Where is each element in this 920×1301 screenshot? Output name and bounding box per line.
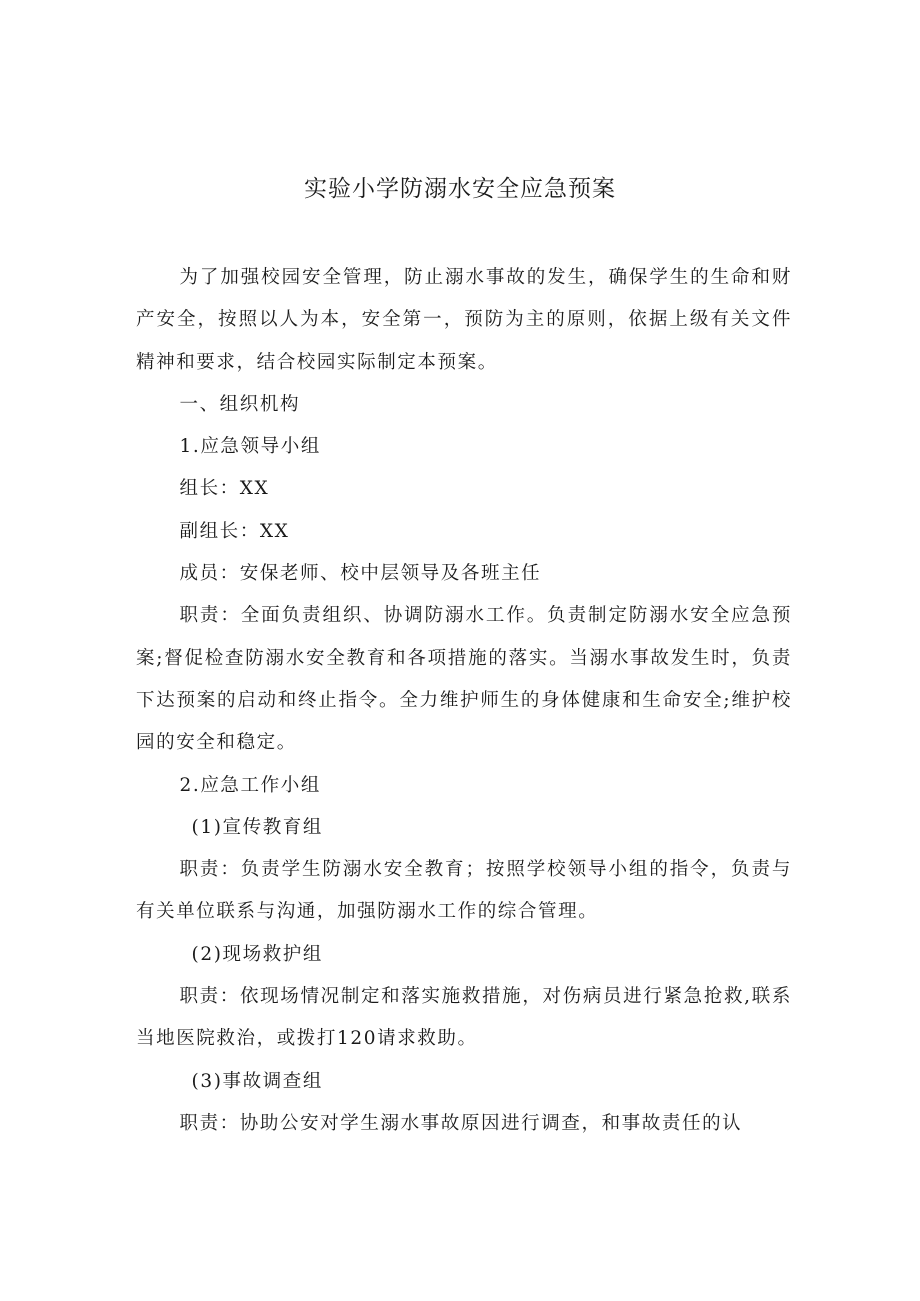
deputy-leader-line: 副组长：XX (179, 520, 290, 542)
leader-line: 组长：XX (179, 478, 270, 500)
group-heading-education: (1)宣传教育组 (191, 816, 324, 838)
document-body (136, 257, 792, 1145)
rescue-duties-paragraph: 职责：依现场情况制定和落实施救措施，对伤病员进行紧急抢救,联系当地医院救治，或拨打120请求救助。 (136, 986, 792, 1050)
intro-paragraph: 为了加强校园安全管理，防止溺水事故的发生，确保学生的生命和财产安全，按照以人为本，安全第一，预防为主的原则，依据上级有关文件精神和要求，结合校园实际制定本预案。 (136, 267, 792, 373)
subsection-heading-leadership-group: 1.应急领导小组 (179, 436, 321, 458)
members-line: 成员：安保老师、校中层领导及各班主任 (179, 563, 542, 585)
education-duties-paragraph: 职责：负责学生防溺水安全教育；按照学校领导小组的指令，负责与有关单位联系与沟通，加强防溺水工作的综合管理。 (136, 859, 792, 923)
leadership-duties-paragraph: 职责：全面负责组织、协调防溺水工作。负责制定防溺水安全应急预案;督促检查防溺水安全教育和各项措施的落实。当溺水事故发生时，负责下达预案的启动和终止指令。全力维护师生的身体健康和生命安全;维护校园的安全和稳定。 (136, 605, 792, 754)
subsection-heading-work-group: 2.应急工作小组 (179, 774, 321, 796)
document-title: 实验小学防溺水安全应急预案 (304, 176, 616, 202)
section-heading-organization: 一、组织机构 (179, 393, 301, 415)
group-heading-rescue: (2)现场救护组 (191, 943, 324, 965)
investigation-duties-paragraph: 职责：协助公安对学生溺水事故原因进行调查，和事故责任的认 (179, 1112, 743, 1134)
group-heading-investigation: (3)事故调查组 (191, 1070, 324, 1092)
